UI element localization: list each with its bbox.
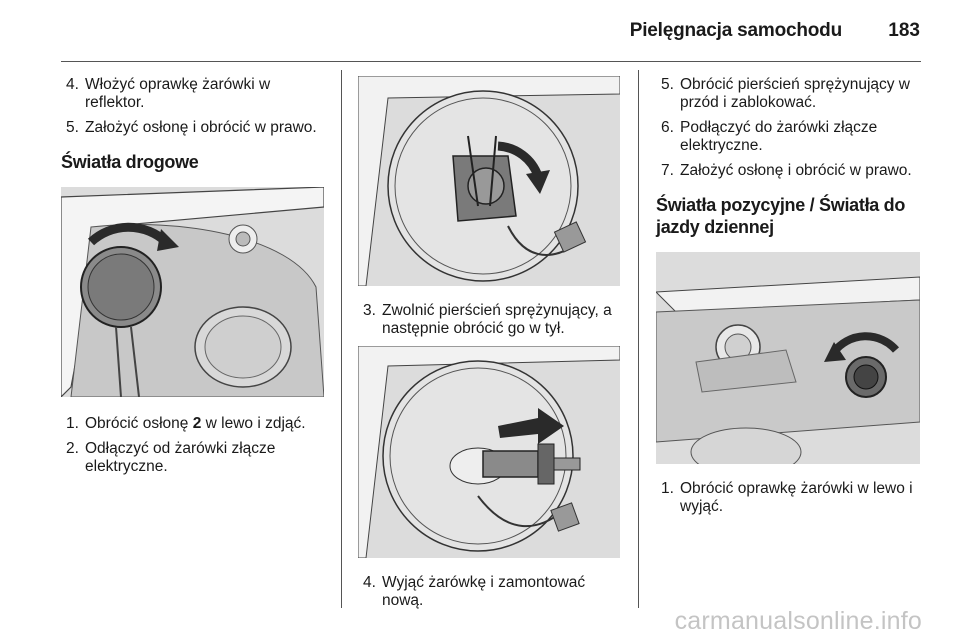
step-item xyxy=(358,574,620,610)
step-number: 2. xyxy=(66,440,79,457)
step-bold-callout: 2 xyxy=(192,415,202,432)
step-text: Założyć osłonę i obrócić w prawo. xyxy=(680,162,912,179)
step-number: 4. xyxy=(66,76,79,93)
bulb-removal-icon xyxy=(358,346,620,558)
step-number: 1. xyxy=(661,480,674,497)
step-item xyxy=(656,480,920,516)
step-item xyxy=(61,440,324,476)
section-heading-high-beam: Światła drogowe xyxy=(61,152,199,172)
step-text: Obrócić oprawkę żarówki w lewo i wyjąć. xyxy=(680,480,913,515)
column-divider-2 xyxy=(638,70,639,608)
column-divider-1 xyxy=(341,70,342,608)
step-text-pre: Obrócić osłonę xyxy=(85,415,193,432)
column-2 xyxy=(358,76,620,617)
step-number: 5. xyxy=(66,119,79,136)
step-number: 5. xyxy=(661,76,674,93)
headlight-cover-rotate-icon xyxy=(61,187,324,397)
page-title: Pielęgnacja samochodu xyxy=(629,20,842,41)
header-rule xyxy=(61,61,921,62)
step-number: 1. xyxy=(66,415,79,432)
step-number: 7. xyxy=(661,162,674,179)
step-item xyxy=(656,162,920,180)
step-item xyxy=(656,76,920,112)
step-number: 6. xyxy=(661,119,674,136)
step-item xyxy=(656,119,920,155)
step-text-post: w lewo i zdjąć. xyxy=(201,415,306,432)
step-number: 4. xyxy=(363,574,376,591)
step-text: Założyć osłonę i obrócić w prawo. xyxy=(85,119,317,136)
step-item xyxy=(61,76,324,112)
step-text: Zwolnić pierścień sprężynujący, a następnie obrócić go w tył. xyxy=(382,302,612,337)
watermark: carmanualsonline.info xyxy=(674,607,922,635)
step-item xyxy=(358,302,620,338)
column-1 xyxy=(61,76,324,483)
step-item xyxy=(61,119,324,137)
position-light-socket-icon xyxy=(656,252,920,464)
section-heading-position-lights: Światła pozycyjne / Światła do jazdy dziennej xyxy=(656,195,906,237)
step-item xyxy=(61,415,324,433)
bulb-spring-ring-icon xyxy=(358,76,620,286)
page-number: 183 xyxy=(888,20,920,41)
step-text: Wyjąć żarówkę i zamontować nową. xyxy=(382,574,586,609)
step-text: Włożyć oprawkę żarówki w reflektor. xyxy=(85,76,271,111)
step-text: Odłączyć od żarówki złącze elektryczne. xyxy=(85,440,276,475)
column-3 xyxy=(656,76,920,523)
step-text: Podłączyć do żarówki złącze elektryczne. xyxy=(680,119,878,154)
step-number: 3. xyxy=(363,302,376,319)
step-text: Obrócić pierścień sprężynujący w przód i zablokować. xyxy=(680,76,911,111)
